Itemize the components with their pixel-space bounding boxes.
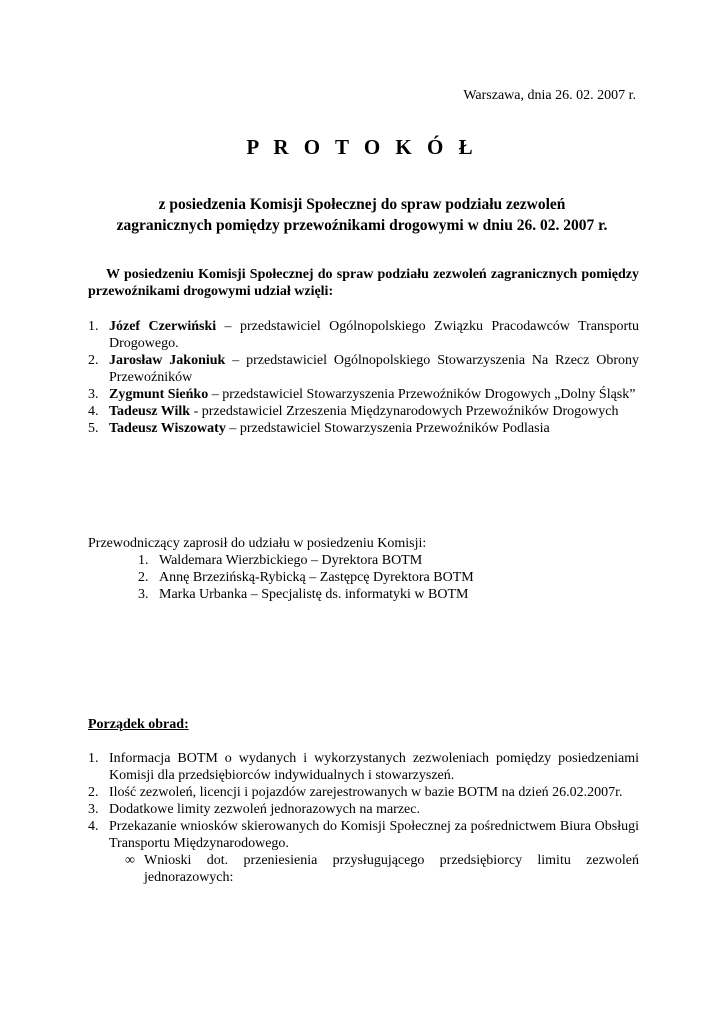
agenda-heading-colon: : [184,717,189,732]
item-number: 3. [88,387,99,402]
intro-paragraph [88,266,639,300]
member-role: – przedstawiciel Ogólnopolskiego Związku Pracodawców Transportu Drogowego. [109,319,639,351]
list-item [88,784,639,801]
agenda-list [88,750,639,886]
list-item [88,801,639,818]
member-role: - przedstawiciel Zrzeszenia Międzynarodowych Przewoźników Drogowych [190,404,619,419]
member-role: – przedstawiciel Stowarzyszenia Przewoźników Drogowych „Dolny Śląsk” [208,387,636,402]
member-name: Jarosław Jakoniuk [109,353,226,368]
item-number: 1. [138,553,149,568]
item-number: 2. [88,785,99,800]
bullet-icon: ∞ [125,853,135,868]
item-number: 5. [88,421,99,436]
agenda-item-text: Informacja BOTM o wydanych i wykorzystanych zezwoleniach pomiędzy posiedzeniami Komisji dla przedsiębiorców indywidualnych i stowarzyszeń. [109,751,639,783]
list-item [88,750,639,784]
subtitle-line-2: zagranicznych pomiędzy przewoźnikami drogowymi w dniu 26. 02. 2007 r. [116,217,608,234]
list-item [88,352,639,386]
member-role: – przedstawiciel Ogólnopolskiego Stowarzyszenia Na Rzecz Obrony Przewoźników [109,353,639,385]
list-item [88,818,639,886]
item-number: 3. [88,802,99,817]
guest-text: Annę Brzezińską-Rybicką – Zastępcę Dyrektora BOTM [159,570,474,585]
member-name: Józef Czerwiński [109,319,217,334]
item-number: 4. [88,404,99,419]
list-item [88,386,639,403]
list-item [88,420,639,437]
item-number: 1. [88,319,99,334]
agenda-item-text: Ilość zezwoleń, licencji i pojazdów zarejestrowanych w bazie BOTM na dzień 26.02.2007r. [109,785,623,800]
chair-invitation-text: Przewodniczący zaprosił do udziału w posiedzeniu Komisji: [88,536,427,551]
item-number: 2. [138,570,149,585]
guests-list [138,552,618,603]
guest-text: Waldemara Wierzbickiego – Dyrektora BOTM [159,553,423,568]
list-item [138,586,618,603]
agenda-sub-item-text: Wnioski dot. przeniesienia przysługującego przedsiębiorcy limitu zezwoleń jednorazowych: [144,853,639,885]
guest-text: Marka Urbanka – Specjalistę ds. informatyki w BOTM [159,587,469,602]
subtitle-line-1: z posiedzenia Komisji Społecznej do spraw podziału zezwoleń [158,196,566,213]
list-item [88,403,639,420]
member-name: Tadeusz Wilk [109,404,191,419]
list-item [138,552,618,569]
agenda-sub-item [109,852,639,886]
member-name: Tadeusz Wiszowaty [109,421,226,436]
members-list [88,318,639,437]
item-number: 4. [88,819,99,834]
agenda-heading-text: Porządek obrad [88,717,185,732]
agenda-heading [88,716,189,733]
item-number: 1. [88,751,99,766]
member-role: – przedstawiciel Stowarzyszenia Przewoźników Podlasia [225,421,550,436]
document-date: Warszawa, dnia 26. 02. 2007 r. [463,88,636,103]
agenda-item-text: Dodatkowe limity zezwoleń jednorazowych na marzec. [109,802,420,817]
item-number: 2. [88,353,99,368]
document-title: P R O T O K Ó Ł [246,135,478,159]
list-item [138,569,618,586]
document-subtitle [60,194,664,236]
item-number: 3. [138,587,149,602]
agenda-item-text: Przekazanie wniosków skierowanych do Komisji Społecznej za pośrednictwem Biura Obsługi Transportu Międzynarodowego. [109,819,639,851]
list-item [88,318,639,352]
intro-text: W posiedzeniu Komisji Społecznej do spraw podziału zezwoleń zagranicznych pomiędzy przewoźnikami drogowymi udział wzięli: [88,267,639,299]
member-name: Zygmunt Sieńko [109,387,209,402]
